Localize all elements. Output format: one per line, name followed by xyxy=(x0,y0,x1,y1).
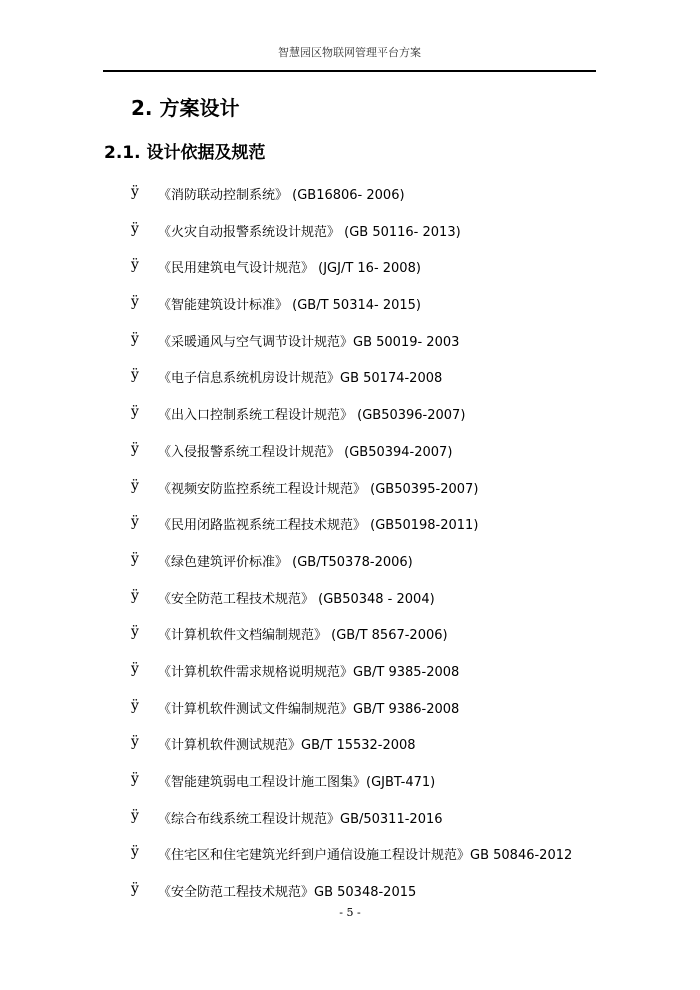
standard-text: 《出入口控制系统工程设计规范》 (GB50396-2007) xyxy=(158,408,466,424)
standard-text: 《计算机软件需求规格说明规范》GB/T 9385-2008 xyxy=(158,664,460,680)
bullet-icon: ÿ xyxy=(131,184,139,200)
standard-text: 《民用闭路监视系统工程技术规范》 (GB50198-2011) xyxy=(158,518,479,534)
standard-text: 《入侵报警系统工程设计规范》 (GB50394-2007) xyxy=(158,444,453,460)
standard-text: 《消防联动控制系统》 (GB16806- 2006) xyxy=(158,188,405,203)
bullet-icon: ÿ xyxy=(131,660,139,677)
list-item xyxy=(0,514,700,551)
bullet-icon: ÿ xyxy=(131,734,139,751)
bullet-icon: ÿ xyxy=(131,514,139,531)
standard-text: 《计算机软件测试规范》GB/T 15532-2008 xyxy=(158,738,416,754)
standard-text: 《综合布线系统工程设计规范》GB/50311-2016 xyxy=(158,811,443,827)
standard-text: 《计算机软件测试文件编制规范》GB/T 9386-2008 xyxy=(158,701,460,717)
bullet-icon: ÿ xyxy=(131,330,139,347)
list-item xyxy=(0,367,700,404)
bullet-icon: ÿ xyxy=(131,771,139,787)
bullet-icon: ÿ xyxy=(131,844,139,861)
standard-text: 《采暖通风与空气调节设计规范》GB 50019- 2003 xyxy=(158,334,460,350)
list-item xyxy=(0,184,700,221)
bullet-icon: ÿ xyxy=(131,257,139,274)
bullet-icon: ÿ xyxy=(131,697,139,714)
bullet-icon: ÿ xyxy=(131,881,139,898)
bullet-icon: ÿ xyxy=(131,367,139,384)
list-item xyxy=(0,331,700,368)
page-number: - 5 - xyxy=(339,906,361,919)
page-header: 智慧园区物联网管理平台方案 xyxy=(278,46,421,59)
bullet-icon: ÿ xyxy=(131,550,139,567)
list-item xyxy=(0,698,700,735)
standard-text: 《绿色建筑评价标准》 (GB/T50378-2006) xyxy=(158,554,413,570)
list-item xyxy=(0,771,700,808)
standard-text: 《视频安防监控系统工程设计规范》 (GB50395-2007) xyxy=(158,481,479,497)
standard-text: 《安全防范工程技术规范》 (GB50348 - 2004) xyxy=(158,591,435,607)
bullet-icon: ÿ xyxy=(131,477,139,494)
standard-text: 《住宅区和住宅建筑光纤到户通信设施工程设计规范》GB 50846-2012 xyxy=(158,848,573,864)
standard-text: 《安全防范工程技术规范》GB 50348-2015 xyxy=(158,885,417,901)
list-item xyxy=(0,221,700,258)
bullet-icon: ÿ xyxy=(131,220,139,237)
list-item xyxy=(0,478,700,515)
list-item xyxy=(0,404,700,441)
subsection-title: 2.1. 设计依据及规范 xyxy=(104,143,266,163)
list-item xyxy=(0,588,700,625)
bullet-icon: ÿ xyxy=(131,587,139,604)
bullet-icon: ÿ xyxy=(131,440,139,457)
standard-text: 《电子信息系统机房设计规范》GB 50174-2008 xyxy=(158,371,443,387)
list-item xyxy=(0,844,700,881)
list-item xyxy=(0,661,700,698)
list-item xyxy=(0,808,700,845)
standard-text: 《火灾自动报警系统设计规范》 (GB 50116- 2013) xyxy=(158,224,461,240)
bullet-icon: ÿ xyxy=(131,404,139,421)
standard-text: 《智能建筑弱电工程设计施工图集》(GJBT-471) xyxy=(158,775,436,790)
standard-text: 《民用建筑电气设计规范》 (JGJ/T 16- 2008) xyxy=(158,261,421,277)
list-item xyxy=(0,441,700,478)
list-item xyxy=(0,257,700,294)
bullet-icon: ÿ xyxy=(131,807,139,824)
list-item xyxy=(0,294,700,331)
list-item xyxy=(0,551,700,588)
list-item xyxy=(0,734,700,771)
standard-text: 《智能建筑设计标准》 (GB/T 50314- 2015) xyxy=(158,298,421,314)
standards-list xyxy=(0,184,700,918)
bullet-icon: ÿ xyxy=(131,624,139,641)
header-divider xyxy=(103,70,596,72)
section-title: 2. 方案设计 xyxy=(131,96,240,120)
bullet-icon: ÿ xyxy=(131,294,139,311)
list-item xyxy=(0,624,700,661)
standard-text: 《计算机软件文档编制规范》 (GB/T 8567-2006) xyxy=(158,628,448,644)
